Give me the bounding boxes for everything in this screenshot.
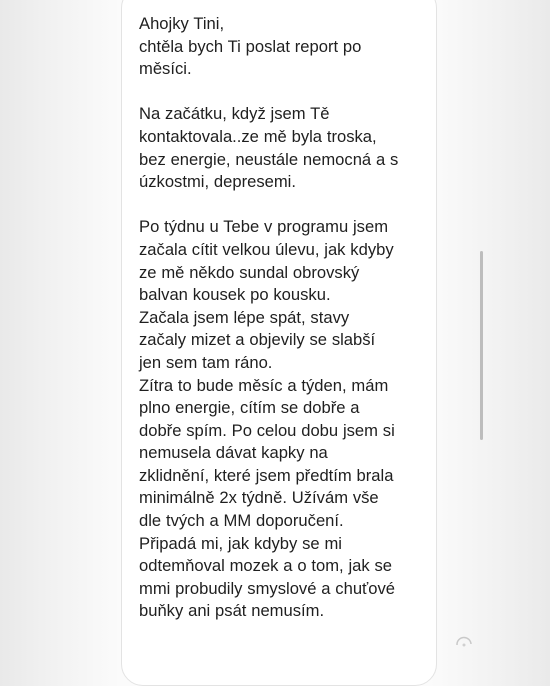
message-text: Ahojky Tini, chtěla bych Ti poslat report po měsíci. Na začátku, když jsem Tě kontaktovala..ze mě byla troska, bez energie, neustále nemocná a s úzkostmi, depresemi. Po týdnu u Tebe v programu jsem začala cítit velkou úlevu, jak kdyby ze mě někdo sundal obrovský balvan kousek po kousku. Začala jsem lépe spát, stavy začaly mizet a objevily se slabší jen sem tam ráno. Zítra to bude měsíc a týden, mám plno energie, cítím se dobře a dobře spím. Po celou dobu jsem si nemusela dávat kapky na zklidnění, které jsem předtím brala minimálně 2x týdně. Užívám vše dle tvých a MM doporučení. Připadá mi, jak kdyby se mi odtemňoval mozek a o tom, jak se mmi probudily smyslové a chuťové buňky ani psát nemusím. <box>139 14 399 621</box>
scrollbar-thumb[interactable] <box>480 251 483 440</box>
message-bubble <box>121 0 437 686</box>
circular-arrow-icon <box>453 633 475 655</box>
